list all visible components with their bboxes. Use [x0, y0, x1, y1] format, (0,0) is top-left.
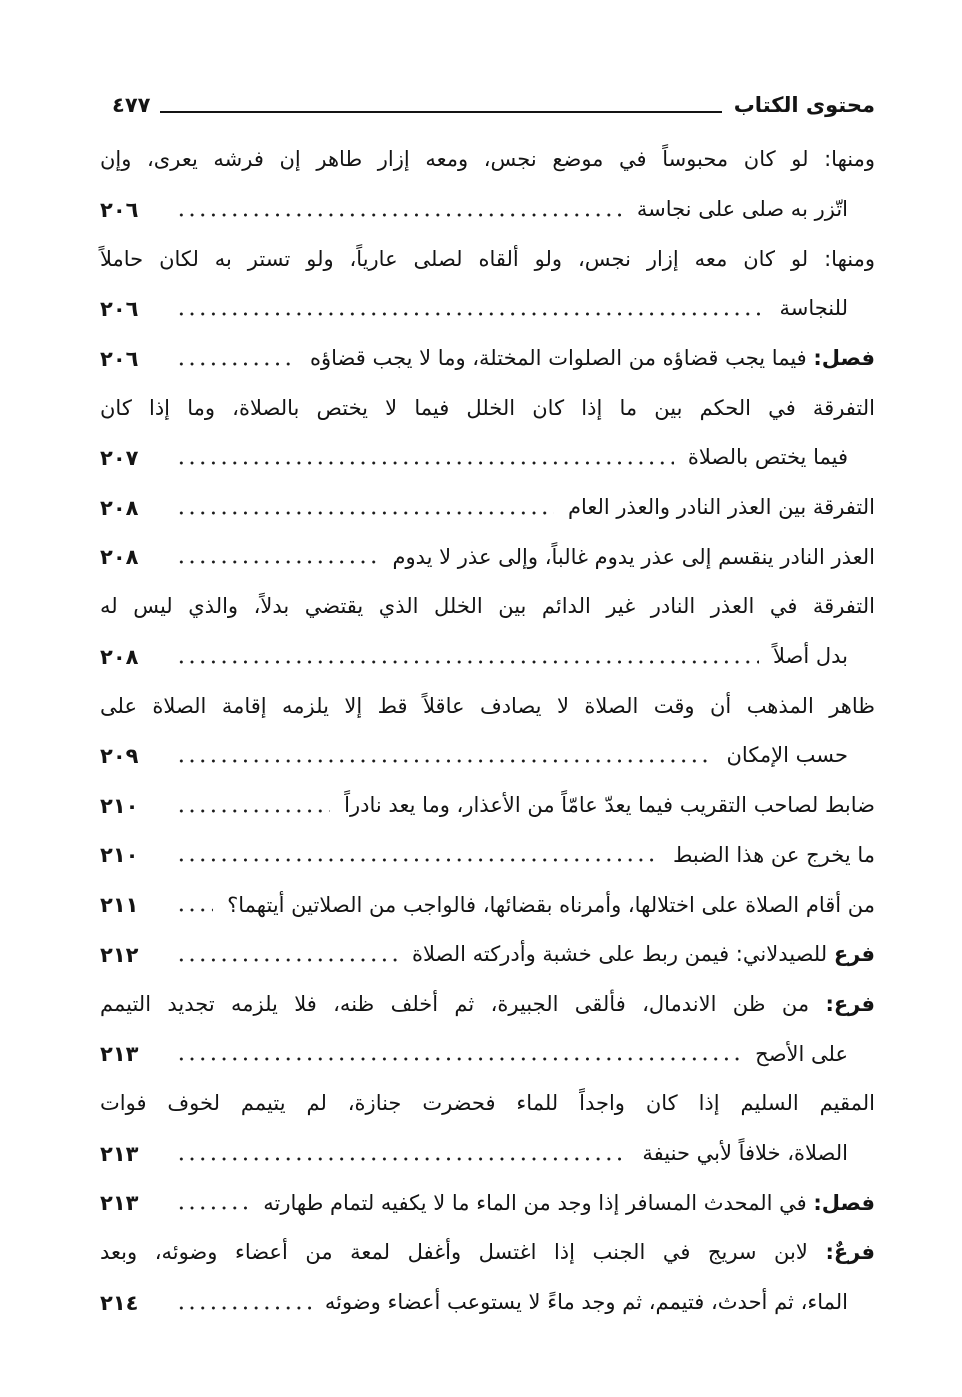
entry-text: ضابط لصاحب التقريب فيما يعدّ عامّاً من الأعذار، وما يعد نادراً — [344, 793, 875, 818]
entry-text: فيما يختص بالصلاة — [687, 445, 848, 470]
page-number: ٢١١ — [100, 893, 139, 918]
entry-text: بدل أصلاً — [773, 644, 848, 669]
table-of-contents — [100, 135, 875, 1328]
entry-text: للنجاسة — [779, 296, 848, 321]
toc-entry — [100, 1228, 875, 1327]
page-number: ٢١٠ — [100, 843, 139, 868]
toc-line — [100, 930, 875, 980]
entry-text — [310, 345, 875, 372]
entry-text — [100, 991, 875, 1018]
toc-entry — [100, 831, 875, 881]
dot-leader — [176, 858, 659, 862]
toc-line — [100, 1178, 875, 1228]
entry-text: اتّزر به صلى على نجاسة — [636, 196, 848, 221]
toc-line — [100, 135, 875, 185]
entry-text: التفرقة في الحكم بين ما إذا كان الخلل فيما لا يختص بالصلاة، وما إذا كان — [100, 395, 875, 420]
entry-text: على الأصح — [755, 1041, 848, 1066]
dot-leader — [176, 461, 674, 465]
page-number: ٢٠٩ — [100, 744, 139, 769]
page-number: ٢١٤ — [100, 1290, 139, 1315]
toc-line — [100, 632, 875, 682]
toc-entry — [100, 483, 875, 533]
toc-line — [100, 582, 875, 632]
dot-leader — [176, 809, 330, 813]
toc-line — [100, 1228, 875, 1278]
dot-leader — [176, 958, 398, 962]
page-number: ٢١٢ — [100, 942, 139, 967]
toc-entry — [100, 533, 875, 583]
page-number: ٢٠٦ — [100, 197, 139, 222]
entry-title: لابن سريج في الجنب إذا اغتسل وأغفل لمعة من أعضاء وضوئه، وبعد — [100, 1240, 808, 1265]
dot-leader — [176, 1057, 741, 1061]
toc-line — [100, 831, 875, 881]
toc-line — [100, 682, 875, 732]
page-number: ٢٠٨ — [100, 644, 139, 669]
toc-entry — [100, 383, 875, 482]
toc-entry — [100, 682, 875, 781]
dot-leader — [176, 213, 623, 217]
entry-text: العذر النادر ينقسم إلى عذر يدوم غالباً، وإلى عذر لا يدوم — [392, 544, 875, 569]
dot-leader — [176, 511, 554, 515]
toc-line — [100, 731, 875, 781]
header-rule — [160, 111, 721, 113]
toc-line — [100, 284, 875, 334]
dot-leader — [176, 660, 759, 664]
toc-line — [100, 1129, 875, 1179]
page-number: ٢٠٦ — [100, 296, 139, 321]
toc-entry — [100, 1079, 875, 1178]
toc-line — [100, 483, 875, 533]
dot-leader — [176, 908, 213, 912]
page-number: ٢٠٨ — [100, 495, 139, 520]
toc-entry — [100, 234, 875, 333]
entry-title: في المحدث المسافر إذا وجد من الماء ما لا يكفيه لتمام طهارته — [263, 1190, 807, 1215]
entry-text: حسب الإمكان — [726, 743, 848, 768]
toc-line — [100, 781, 875, 831]
entry-label: فرع — [833, 942, 875, 967]
toc-line — [100, 1029, 875, 1079]
toc-line — [100, 334, 875, 384]
page-number: ٢١٣ — [100, 1141, 139, 1166]
entry-title: للصيدلاني: فيمن ربط على خشبة وأدركته الصلاة — [412, 942, 828, 967]
toc-entry — [100, 930, 875, 980]
running-header — [112, 88, 875, 122]
dot-leader — [176, 1206, 249, 1210]
toc-line — [100, 533, 875, 583]
page-number: ٢٠٦ — [100, 346, 139, 371]
page-number: ٢١٣ — [100, 1191, 139, 1216]
entry-text — [412, 941, 875, 968]
toc-entry — [100, 135, 875, 234]
toc-line — [100, 234, 875, 284]
dot-leader — [176, 759, 713, 763]
toc-line — [100, 1278, 875, 1328]
entry-text: ومنها: لو كان محبوساً في موضع نجس، ومعه إزار طاهر إن فرشه يعرى، وإن — [100, 147, 875, 172]
entry-label: فصل: — [813, 345, 875, 370]
toc-entry — [100, 880, 875, 930]
entry-text: من أقام الصلاة على اختلالها، وأمرناه بقضائها، فالواجب من الصلاتين أيتهما؟ — [227, 892, 875, 917]
entry-label: فرع: — [825, 991, 875, 1016]
entry-title: من ظن الاندمال، فألقى الجبيرة، ثم أخلف ظنه، فلا يلزمه تجديد التيمم — [100, 991, 810, 1016]
toc-line — [100, 383, 875, 433]
entry-text: التفرقة بين العذر النادر والعذر العام — [567, 495, 875, 519]
entry-text — [263, 1190, 875, 1217]
entry-label: فصل: — [813, 1190, 875, 1215]
toc-line — [100, 980, 875, 1030]
entry-text: ما يخرج عن هذا الضبط — [672, 842, 875, 867]
page-number: ٢٠٨ — [100, 545, 139, 570]
running-header-page-number: ٤٧٧ — [112, 93, 151, 117]
entry-text: التفرقة في العذر النادر غير الدائم بين الخلل الذي يقتضي بدلاً، والذي ليس له — [100, 594, 875, 619]
toc-entry — [100, 582, 875, 681]
page-number: ٢٠٧ — [100, 445, 139, 470]
dot-leader — [176, 1306, 311, 1310]
page-number: ٢١٠ — [100, 793, 139, 818]
toc-line — [100, 185, 875, 235]
entry-text: الصلاة، خلافاً لأبي حنيفة — [642, 1140, 848, 1165]
entry-text: المقيم السليم إذا كان واجداً للماء فحضرت جنازة، لم يتيمم لخوف فوات — [100, 1091, 875, 1116]
entry-text: ومنها: لو كان معه إزار نجس، ولو ألقاه لصلى عارياً، ولو تستر به لكان حاملاً — [100, 246, 875, 271]
entry-text: ظاهر المذهب أن وقت الصلاة لا يصادف عاقلاً قط إلا يلزمه إقامة الصلاة على — [100, 693, 875, 718]
dot-leader — [176, 1157, 628, 1161]
dot-leader — [176, 560, 378, 564]
entry-text: الماء، ثم أحدث، فتيمم، ثم وجد ماءً لا يستوعب أعضاء وضوئه — [324, 1290, 848, 1314]
page-number: ٢١٣ — [100, 1042, 139, 1067]
toc-line — [100, 433, 875, 483]
entry-text — [100, 1239, 875, 1266]
toc-entry — [100, 334, 875, 384]
entry-title: فيما يجب قضاؤه من الصلوات المختلة، وما لا يجب قضاؤه — [309, 345, 807, 370]
running-header-title: محتوى الكتاب — [733, 93, 875, 117]
entry-label: فرعٌ: — [825, 1240, 875, 1265]
toc-entry — [100, 980, 875, 1079]
toc-entry — [100, 781, 875, 831]
toc-line — [100, 880, 875, 930]
dot-leader — [176, 362, 296, 366]
toc-line — [100, 1079, 875, 1129]
dot-leader — [176, 312, 766, 316]
toc-entry — [100, 1178, 875, 1228]
